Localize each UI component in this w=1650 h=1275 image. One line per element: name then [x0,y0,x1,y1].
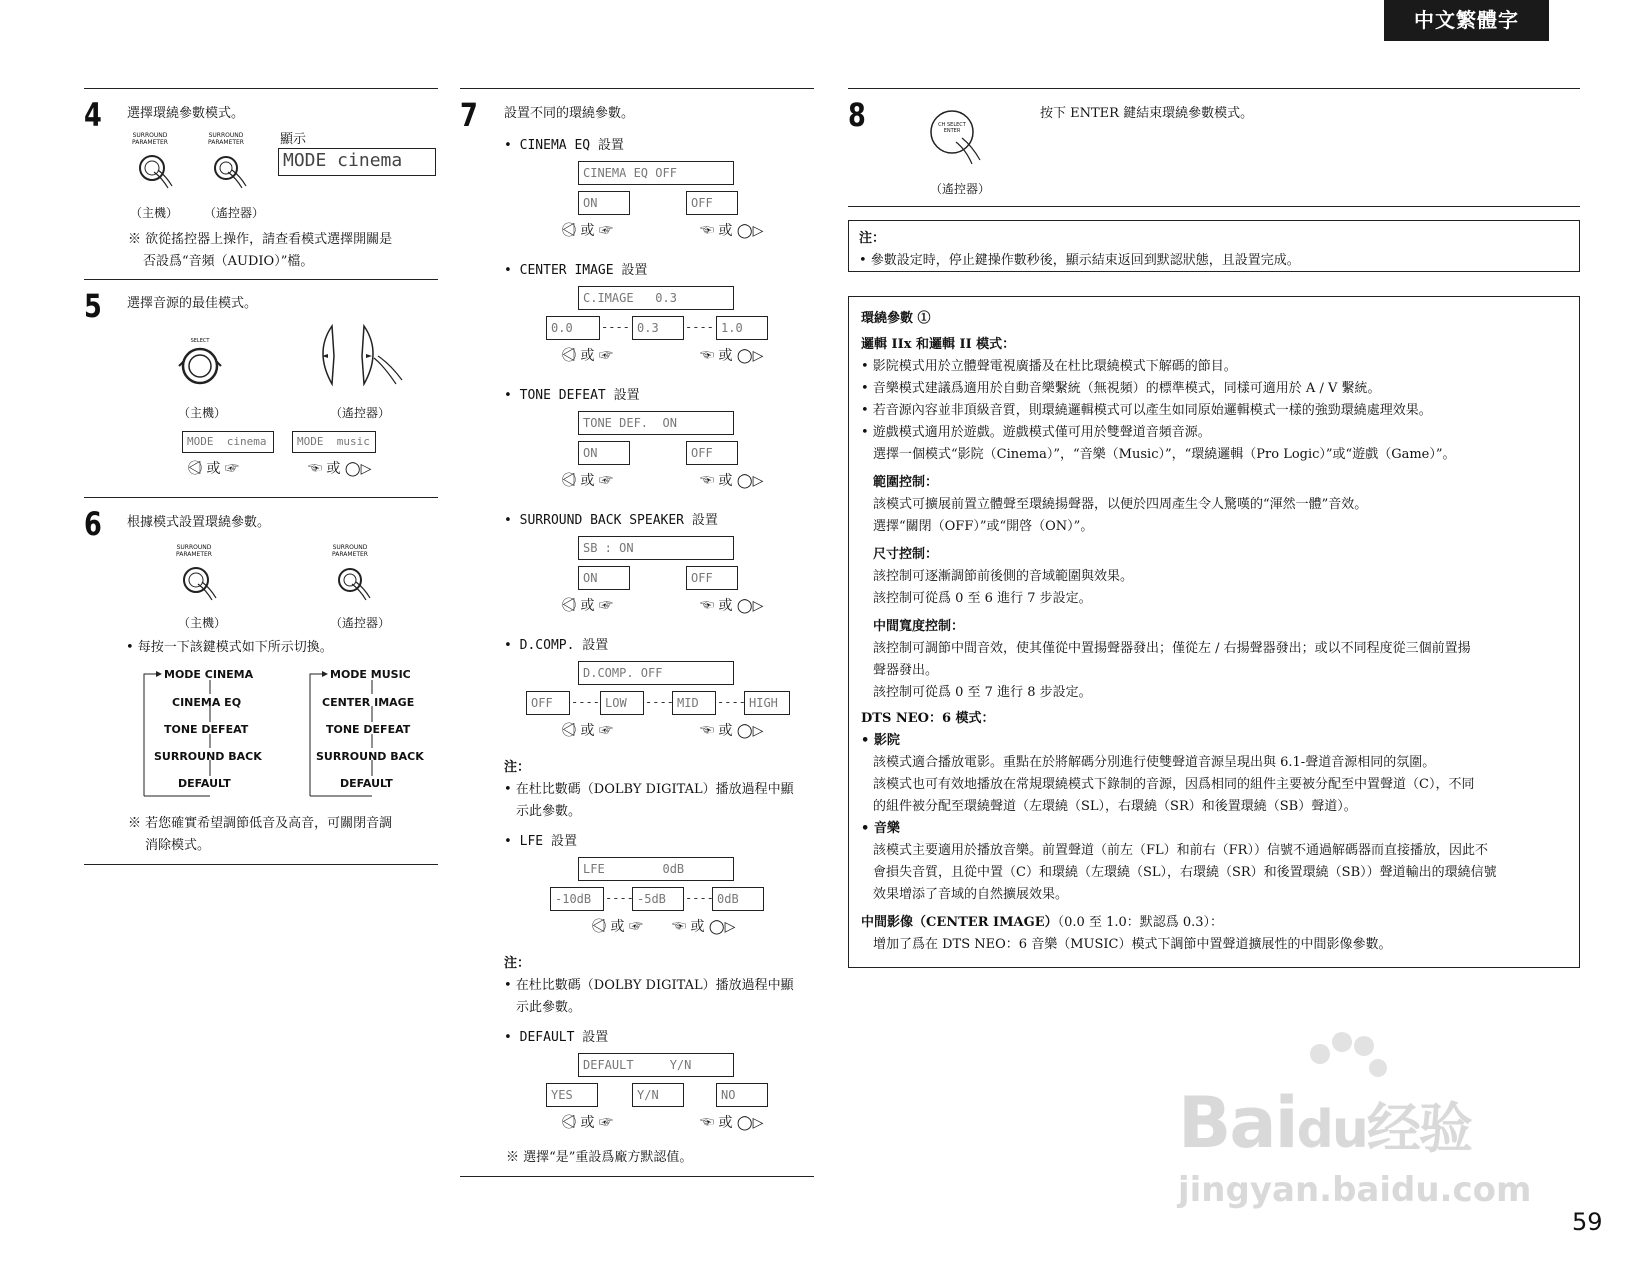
center-image-option: 0.3 [632,316,684,340]
next-operation-hint: ☜ 或 ◯▷ [700,223,764,239]
option-separator: ---- [717,695,746,709]
enter-button-illustration [928,108,998,174]
select-knob-illustration [176,338,226,390]
lfe-display: LFE 0dB [578,857,734,881]
info-title: 環繞參數 ① [861,311,931,326]
panorama-heading: 範圍控制： [873,475,939,490]
select-label: SELECT [190,338,210,344]
watermark-paw-icon [1300,1030,1390,1110]
center-image-param-range: （0.0 至 1.0：默認爲 0.3）： [1057,915,1224,930]
option-separator: ---- [605,891,634,905]
prev-operation-hint: ◁⃝ 或 ☞ [592,919,643,935]
center-width-heading: 中間寬度控制： [873,619,965,634]
lcd-mode-cinema: MODE cinema [182,431,274,453]
info-line: 的組件被分配至環繞聲道（左環繞（SL），右環繞（SR）和後置環繞（SB）聲道）。 [873,799,1357,814]
info-line: 該控制可從爲 0 至 7 進行 8 步設定。 [873,685,1092,700]
info-line: 該模式主要適用於播放音樂。前置聲道（前左（FL）和前右（FR））信號不通過解碼器而直接播放，因此不 [873,843,1488,858]
surround-parameter-main-button-illustration [128,132,188,198]
next-operation-hint: ☜ 或 ◯▷ [700,1115,764,1131]
next-operation-hint: ☜ 或 ◯▷ [700,348,764,364]
tone-defeat-display: TONE DEF. ON [578,411,734,435]
info-line: 聲器發出。 [873,663,939,678]
main-unit-caption: （主機） [178,406,227,420]
dimension-heading: 尺寸控制： [873,547,939,562]
surround-parameter-main-button-illustration [172,544,232,610]
watermark-brand: Bai [1178,1082,1297,1164]
step-4-title: 選擇環繞參數模式。 [127,106,245,121]
tone-defeat-heading: • TONE DEFEAT 設置 [504,388,640,403]
hand-press-icon [128,146,188,194]
remote-caption: （遙控器） [204,206,265,220]
lfe-option: 0dB [712,887,764,911]
prev-operation-hint: ◁⃝ 或 ☞ [562,1115,613,1131]
surround-parameter-remote-button-illustration [330,544,390,610]
center-image-display: C.IMAGE 0.3 [578,286,734,310]
center-image-option: 0.0 [546,316,600,340]
remote-caption: （遙控器） [930,182,991,196]
flow-left-item: MODE CINEMA [164,668,254,681]
step-6-note-line1: ※ 若您確實希望調節低音及高音，可關閉音調 [128,816,393,831]
dcomp-option: MID [672,691,716,715]
step-4-note-line2: 否設爲“音頻（AUDIO）”檔。 [143,254,314,269]
step-4-number: 4 [84,96,102,134]
note-line: 示此參數。 [516,804,582,819]
note-text: • 參數設定時，停止鍵操作數秒後，顯示結束返回到默認狀態，且設置完成。 [859,253,1300,268]
divider [460,1176,814,1177]
note-title: 注： [859,231,886,246]
sb-speaker-option-on: ON [578,566,630,590]
center-image-param-title: 中間影像（CENTER IMAGE） [861,915,1058,930]
dcomp-option: HIGH [744,691,790,715]
note-title: 注： [504,956,531,971]
prev-operation-hint: ◁⃝ 或 ☞ [562,223,613,239]
dcomp-option: OFF [526,691,570,715]
default-option-no: NO [716,1083,768,1107]
info-line: 會損失音質，且從中置（C）和環繞（左環繞（SL），右環繞（SR）和後置環繞（SB））聲道輸出的環繞信號 [873,865,1497,880]
prev-operation-hint: ◁⃝ 或 ☞ [562,598,613,614]
next-operation-hint: ☜ 或 ◯▷ [700,723,764,739]
prev-operation-hint: ◁⃝ 或 ☞ [188,461,239,477]
pro-logic-heading: 邏輯 IIx 和邏輯 II 模式： [861,337,1016,352]
left-right-arrow-buttons-illustration [304,322,414,392]
dts-neo6-heading: DTS NEO：6 模式： [861,711,995,726]
lcd-display: MODE cinema [278,148,436,176]
dcomp-option: LOW [600,691,644,715]
info-line: • 影院模式用於立體聲電視廣播及在杜比環繞模式下解碼的節目。 [861,359,1237,374]
info-line: 選擇一個模式“影院（Cinema）”，“音樂（Music）”，“環繞邏輯（Pro Logic）”或“遊戲（Game）”。 [873,447,1456,462]
button-label: CH SELECT ENTER [938,122,966,134]
remote-caption: （遙控器） [330,406,391,420]
step-5-title: 選擇音源的最佳模式。 [127,296,258,311]
divider [848,88,1580,89]
info-line: 該模式可擴展前置立體聲至環繞揚聲器，以便於四周產生令人驚嘆的“渾然一體”音效。 [873,497,1368,512]
step-6-title: 根據模式設置環繞參數。 [127,515,271,530]
next-operation-hint: ☜ 或 ◯▷ [700,598,764,614]
info-line: 選擇“關閉（OFF）”或“開啓（ON）”。 [873,519,1094,534]
option-separator: ---- [571,695,600,709]
tone-defeat-option-on: ON [578,441,630,465]
button-label: SURROUND PARAMETER [176,544,212,558]
step-8-number: 8 [848,96,866,134]
note-line: • 在杜比數碼（DOLBY DIGITAL）播放過程中顯 [504,978,794,993]
cinema-heading: • 影院 [861,733,900,748]
sb-speaker-heading: • SURROUND BACK SPEAKER 設置 [504,513,718,528]
hand-press-icon [172,558,232,606]
center-image-param-heading [861,911,1223,930]
music-heading: • 音樂 [861,821,900,836]
display-label: 顯示 [280,132,307,147]
flow-left-item: TONE DEFEAT [164,723,249,736]
remote-caption: （遙控器） [330,616,391,630]
flow-right-item: TONE DEFEAT [326,723,411,736]
step-7-title: 設置不同的環繞參數。 [504,106,635,121]
lfe-option: -10dB [550,887,604,911]
note-line: 示此參數。 [516,1000,582,1015]
option-separator: ---- [685,891,714,905]
flow-left-item: SURROUND BACK [154,750,262,763]
hand-press-icon [928,108,998,170]
surround-parameter-remote-button-illustration [206,132,266,198]
step-4-note-line1: ※ 欲從搖控器上操作，請查看模式選擇開關是 [128,232,393,247]
surround-parameter-info-box [848,296,1580,968]
flow-right-item: CENTER IMAGE [322,696,415,709]
cinema-eq-option-off: OFF [686,191,738,215]
hand-press-icon [330,558,390,606]
option-separator: ---- [685,320,714,334]
knob-icon [176,344,226,386]
flow-right-item: MODE MUSIC [330,668,411,681]
prev-operation-hint: ◁⃝ 或 ☞ [562,348,613,364]
divider [84,864,438,865]
hand-press-icon [206,146,266,194]
step-6-bullet: • 每按一下該鍵模式如下所示切換。 [126,640,333,655]
cinema-eq-heading: • CINEMA EQ 設置 [504,138,624,153]
note-line: • 在杜比數碼（DOLBY DIGITAL）播放過程中顯 [504,782,794,797]
next-operation-hint: ☜ 或 ◯▷ [308,461,372,477]
divider [84,279,438,280]
dcomp-heading: • D.COMP. 設置 [504,638,609,653]
info-line: • 若音源內容並非頂級音質，則環繞邏輯模式可以產生如同原始邏輯模式一樣的強勁環繞處理效果。 [861,403,1432,418]
watermark-url: jingyan.baidu.com [1178,1170,1532,1210]
info-line: 增加了爲在 DTS NEO：6 音樂（MUSIC）模式下調節中置聲道擴展性的中間影像參數。 [873,937,1392,952]
prev-operation-hint: ◁⃝ 或 ☞ [562,473,613,489]
watermark-brand-2: du [1296,1100,1367,1160]
step-6-note-line2: 消除模式。 [145,838,211,853]
flow-right-item: DEFAULT [340,777,393,790]
language-tag: 中文繁體字 [1384,0,1549,41]
info-line: 該控制可調節中間音效，使其僅從中置揚聲器發出；僅從左 / 右揚聲器發出；或以不同程度從三個前置揚 [873,641,1471,656]
center-image-option: 1.0 [716,316,768,340]
divider [848,206,1580,207]
cinema-eq-display: CINEMA EQ OFF [578,161,734,185]
info-line: • 音樂模式建議爲適用於自動音樂繫統（無視頻）的標準模式，同樣可適用於 A / V 繫統。 [861,381,1381,396]
step-5-number: 5 [84,287,102,325]
main-unit-caption: （主機） [130,206,179,220]
center-image-heading: • CENTER IMAGE 設置 [504,263,648,278]
prev-operation-hint: ◁⃝ 或 ☞ [562,723,613,739]
divider [460,88,814,89]
info-line: 該控制可從爲 0 至 6 進行 7 步設定。 [873,591,1092,606]
step-7-number: 7 [460,96,478,134]
flow-right-item: SURROUND BACK [316,750,424,763]
note-title: 注： [504,760,531,775]
main-unit-caption: （主機） [178,616,227,630]
next-operation-hint: ☜ 或 ◯▷ [672,919,736,935]
default-heading: • DEFAULT 設置 [504,1030,609,1045]
option-separator: ---- [601,320,630,334]
divider [84,88,438,89]
default-option-yn: Y/N [632,1083,684,1107]
info-line: 該模式也可有效地播放在常規環繞模式下錄制的音源，因爲相同的組件主要被分配至中置聲道（C），不同 [873,777,1475,792]
sb-speaker-display: SB : ON [578,536,734,560]
step-8-text: 按下 ENTER 鍵結束環繞參數模式。 [1040,106,1254,121]
default-display: DEFAULT Y/N [578,1053,734,1077]
info-line: 效果增添了音域的自然擴展效果。 [873,887,1069,902]
option-separator: ---- [645,695,674,709]
button-label: SURROUND PARAMETER [132,132,168,146]
info-line: 該模式適合播放電影。重點在於將解碼分別進行使雙聲道音源呈現出與 6.1-聲道音源相同的氛圍。 [873,755,1436,770]
lfe-option: -5dB [632,887,684,911]
button-label: SURROUND PARAMETER [208,132,244,146]
info-line: 該控制可逐漸調節前後側的音域範圍與效果。 [873,569,1134,584]
flow-left-item: DEFAULT [178,777,231,790]
tone-defeat-option-off: OFF [686,441,738,465]
divider [84,497,438,498]
watermark-suffix: 经验 [1366,1097,1471,1160]
lfe-heading: • LFE 設置 [504,834,577,849]
step-6-number: 6 [84,505,102,543]
sb-speaker-option-off: OFF [686,566,738,590]
default-note: ※ 選擇“是”重設爲廠方默認值。 [506,1150,693,1165]
lcd-mode-music: MODE music [292,431,376,453]
button-label: SURROUND PARAMETER [332,544,368,558]
page-number: 59 [1572,1208,1603,1236]
flow-left-item: CINEMA EQ [172,696,242,709]
info-line: • 遊戲模式適用於遊戲。遊戲模式僅可用於雙聲道音頻音源。 [861,425,1211,440]
default-option-yes: YES [546,1083,598,1107]
next-operation-hint: ☜ 或 ◯▷ [700,473,764,489]
dcomp-display: D.COMP. OFF [578,661,734,685]
note-box [848,220,1580,272]
cinema-eq-option-on: ON [578,191,630,215]
